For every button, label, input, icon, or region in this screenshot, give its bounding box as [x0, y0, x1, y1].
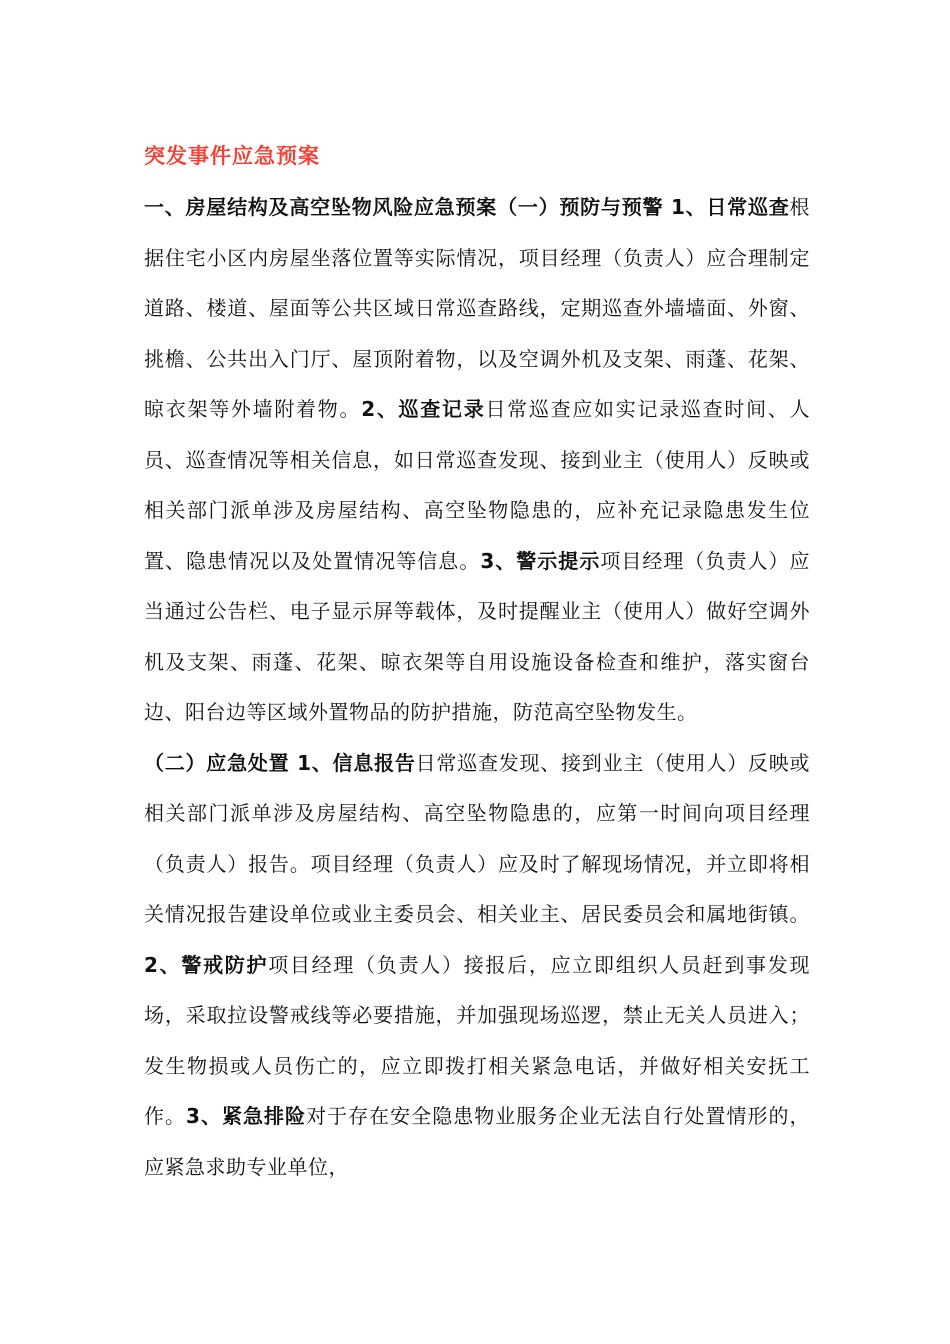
- section-2-heading: （二）应急处置 1、信息报告: [144, 750, 416, 775]
- document-body: [144, 182, 810, 1192]
- paragraph-1: [144, 182, 810, 738]
- paragraph-1-text-1: 根据住宅小区内房屋坐落位置等实际情况，项目经理（负责人）应合理制定道路、楼道、屋面等公共区域日常巡查路线，定期巡查外墙墙面、外窗、挑檐、公共出入门厅、屋顶附着物，以及空调外机及支架、雨蓬、花架、晾衣架等外墙附着物。: [144, 195, 810, 421]
- subheading-inspection-record: 2、巡查记录: [361, 397, 486, 421]
- paragraph-2: [144, 738, 810, 1193]
- subheading-warning: 3、警示提示: [480, 548, 601, 573]
- paragraph-2-text-1: 日常巡查发现、接到业主（使用人）反映或相关部门派单涉及房屋结构、高空坠物隐患的，应第一时间向项目经理（负责人）报告。项目经理（负责人）应及时了解现场情况，并立即将相关情况报告建设单位或业主委员会、相关业主、居民委员会和属地街镇。: [144, 750, 810, 926]
- paragraph-2-text-2: 项目经理（负责人）接报后，应立即组织人员赶到事发现场，采取拉设警戒线等必要措施，并加强现场巡逻，禁止无关人员进入；发生物损或人员伤亡的，应立即拨打相关紧急电话，并做好相关安抚工作。: [144, 952, 810, 1128]
- paragraph-1-text-2: 日常巡查应如实记录巡查时间、人员、巡查情况等相关信息，如日常巡查发现、接到业主（使用人）反映或相关部门派单涉及房屋结构、高空坠物隐患的，应补充记录隐患发生位置、隐患情况以及处置情况等信息。: [144, 397, 811, 573]
- paragraph-1-text-3: 项目经理（负责人）应当通过公告栏、电子显示屏等载体，及时提醒业主（使用人）做好空调外机及支架、雨蓬、花架、晾衣架等自用设施设备检查和维护，落实窗台边、阳台边等区域外置物品的防护措施，防范高空坠物发生。: [144, 548, 811, 724]
- document-title: 突发事件应急预案: [144, 144, 320, 168]
- subheading-protection: 2、警戒防护: [144, 952, 269, 977]
- paragraph-2-text-3: 对于存在安全隐患物业服务企业无法自行处置情形的，应紧急求助专业单位，: [144, 1104, 811, 1179]
- subheading-emergency: 3、紧急排险: [186, 1104, 307, 1128]
- section-1-heading: 一、房屋结构及高空坠物风险应急预案（一）预防与预警 1、日常巡查: [144, 195, 790, 219]
